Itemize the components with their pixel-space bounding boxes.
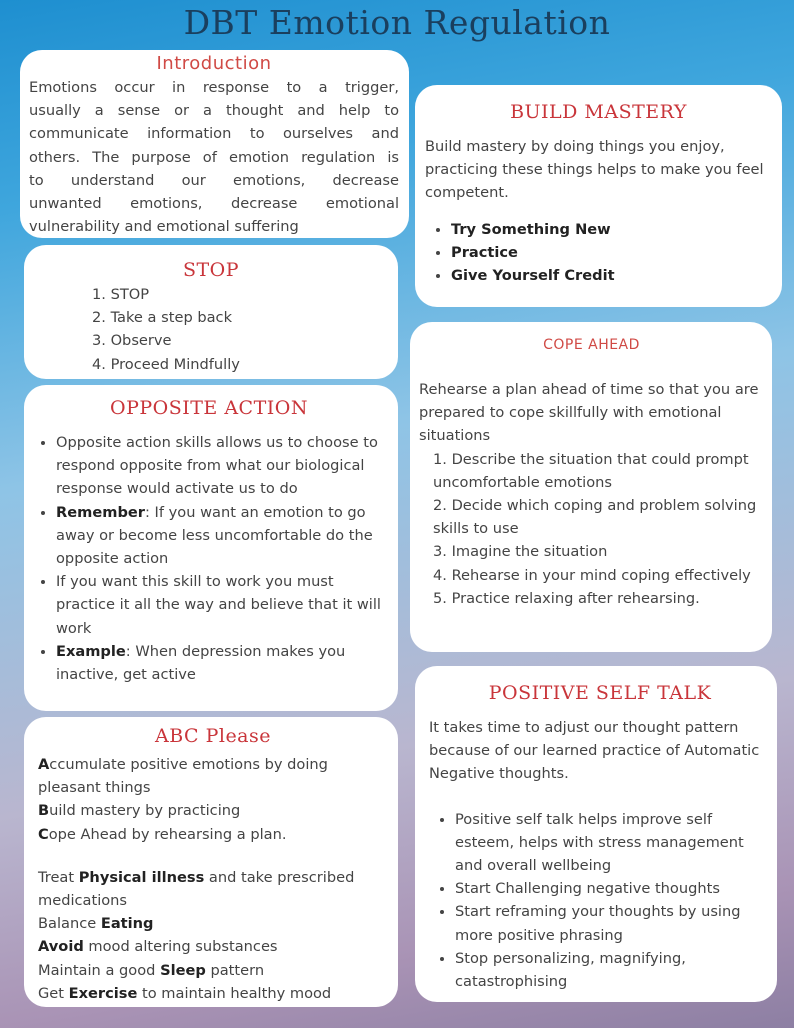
intro-line: unwanted emotions, decrease emotional xyxy=(29,195,399,213)
opposite-action-card xyxy=(24,385,398,711)
please-line: Avoid mood altering substances xyxy=(38,938,278,956)
intro-line: vulnerability and emotional suffering xyxy=(29,218,299,236)
list-item: • Remember: If you want an emotion to go away or become less uncomfortable do the opposite action xyxy=(56,501,388,571)
page-title: DBT Emotion Regulation xyxy=(183,3,611,42)
intro-line: communicate information to ourselves and xyxy=(29,125,399,143)
positive-self-talk-text: It takes time to adjust our thought pattern because of our learned practice of Automatic Negative thoughts. xyxy=(429,719,760,783)
cope-step: 2. Decide which coping and problem solving skills to use xyxy=(433,497,757,538)
list-item: • Example: When depression makes you inactive, get active xyxy=(56,640,388,686)
list-item: • Practice xyxy=(451,241,772,264)
please-line: Maintain a good Sleep pattern xyxy=(38,961,265,979)
cope-step: 1. Describe the situation that could prompt uncomfortable emotions xyxy=(433,450,749,491)
list-item: • Stop personalizing, magnifying, catastrophising xyxy=(455,947,771,993)
cope-ahead-steps xyxy=(419,448,764,610)
list-item: • Opposite action skills allows us to choose to respond opposite from what our biological response would activate us to do xyxy=(56,431,388,501)
abc-line: Cope Ahead by rehearsing a plan. xyxy=(38,825,287,843)
cope-step: 3. Imagine the situation xyxy=(433,543,608,561)
stop-step: 2. Take a step back xyxy=(92,309,233,327)
cope-ahead-title: COPE AHEAD xyxy=(543,337,640,353)
build-mastery-text: Build mastery by doing things you enjoy, practicing these things helps to make you feel competent. xyxy=(425,138,764,202)
please-line: Get Exercise to maintain healthy mood xyxy=(38,984,332,1002)
please-line: Treat Physical illness and take prescribed medications xyxy=(38,868,355,910)
introduction-text xyxy=(29,76,399,238)
opposite-action-title: OPPOSITE ACTION xyxy=(110,397,308,419)
list-item: • Start Challenging negative thoughts xyxy=(455,877,771,900)
stop-step: 3. Observe xyxy=(92,332,172,350)
stop-step: 1. STOP xyxy=(92,286,150,303)
positive-self-talk-list xyxy=(429,808,771,994)
cope-ahead-card xyxy=(410,322,772,652)
cope-step: 4. Rehearse in your mind coping effectively xyxy=(433,566,751,584)
list-item: • Positive self talk helps improve self esteem, helps with stress management and overall wellbeing xyxy=(455,808,771,878)
abc-line: Accumulate positive emotions by doing pleasant things xyxy=(38,756,328,797)
abc-please-card xyxy=(24,717,398,1007)
positive-self-talk-card xyxy=(415,666,777,1002)
stop-step: 4. Proceed Mindfully xyxy=(92,355,240,373)
abc-line: Build mastery by practicing xyxy=(38,802,241,820)
introduction-card xyxy=(20,50,409,238)
abc-please-title: ABC Please xyxy=(154,725,272,747)
stop-card xyxy=(24,245,398,379)
list-item: • Try Something New xyxy=(451,218,772,241)
cope-step: 5. Practice relaxing after rehearsing. xyxy=(433,589,700,607)
build-mastery-list xyxy=(425,218,772,288)
abc-please-text xyxy=(38,753,388,1005)
stop-title: STOP xyxy=(182,259,240,281)
build-mastery-title: BUILD MASTERY xyxy=(510,101,687,123)
intro-line: to understand our emotions, decrease xyxy=(29,171,399,189)
spacer xyxy=(38,846,388,866)
please-line: Balance Eating xyxy=(38,915,154,933)
list-item: • Give Yourself Credit xyxy=(451,264,772,287)
list-item: • If you want this skill to work you must practice it all the way and believe that it will work xyxy=(56,570,388,640)
introduction-title: Introduction xyxy=(156,53,272,74)
intro-line: others. The purpose of emotion regulation is xyxy=(29,148,399,166)
intro-line: Emotions occur in response to a trigger, xyxy=(29,79,399,96)
intro-line: usually a sense or a thought and help to xyxy=(29,102,399,120)
positive-self-talk-title: POSITIVE SELF TALK xyxy=(488,682,712,704)
build-mastery-card xyxy=(415,85,782,307)
opposite-action-list xyxy=(30,431,388,686)
list-item: • Start reframing your thoughts by using more positive phrasing xyxy=(455,900,771,946)
cope-ahead-text: Rehearse a plan ahead of time so that you are prepared to cope skillfully with emotional situations xyxy=(419,381,759,445)
stop-steps xyxy=(34,283,388,376)
